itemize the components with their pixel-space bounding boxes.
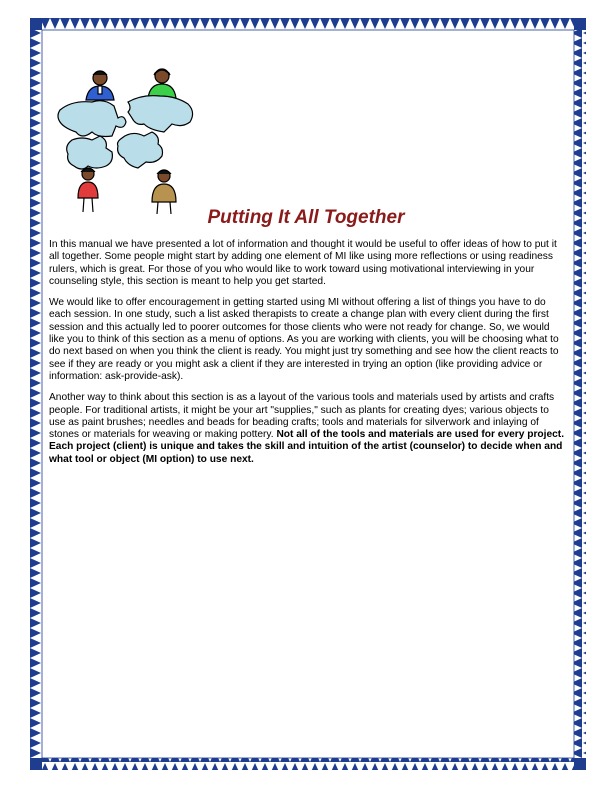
paragraph-3 <box>49 392 567 466</box>
paragraph-3-bold-text: Not all of the tools and materials are used for every project. Each project (client) is unique and takes the skill and intuition of the artist (counselor) to decide when and what tool or object (MI option) to use next. <box>49 429 565 465</box>
puzzle-pieces <box>58 96 193 169</box>
person-top-right <box>148 69 176 98</box>
paragraph-1: In this manual we have presented a lot of information and thought it would be useful to offer ideas of how to put it all together. Some people might start by adding one element of MI like using more reflections or using readiness rulers, which is great. For those of you who would like to work toward using motivational interviewing in your counseling style, this section is meant to help you get started. <box>49 239 557 287</box>
person-top-left <box>86 71 114 100</box>
person-bottom-left <box>78 168 98 212</box>
paragraph-2: We would like to offer encouragement in getting started using MI without offering a list of things you have to do each session. In one study, such a list asked therapists to create a change plan with every client during the first session and this actually led to poorer outcomes for those clients who were not ready for change. So, we would like you to think of this section as a menu of options. As you are working with clients, you will be choosing what to do next based on when you think the client is ready. You might just try something and see how the client reacts to see if they are ready or you might ask a client if they are interested in trying an option (like providing advice or information: ask-provide-ask). <box>49 297 559 382</box>
body-text <box>49 239 567 475</box>
paragraph-3-text: Another way to think about this section is as a layout of the various tools and materials used by artists and crafts people. For traditional artists, it might be your art "supplies," such as plants for creating dyes; various objects to use as paint brushes; needles and beads for beading crafts; tools and materials for silverwork and inlaying of stones or materials for weaving or making pottery. <box>49 392 555 441</box>
puzzle-people-illustration <box>52 66 202 214</box>
page-title: Putting It All Together <box>207 207 405 228</box>
